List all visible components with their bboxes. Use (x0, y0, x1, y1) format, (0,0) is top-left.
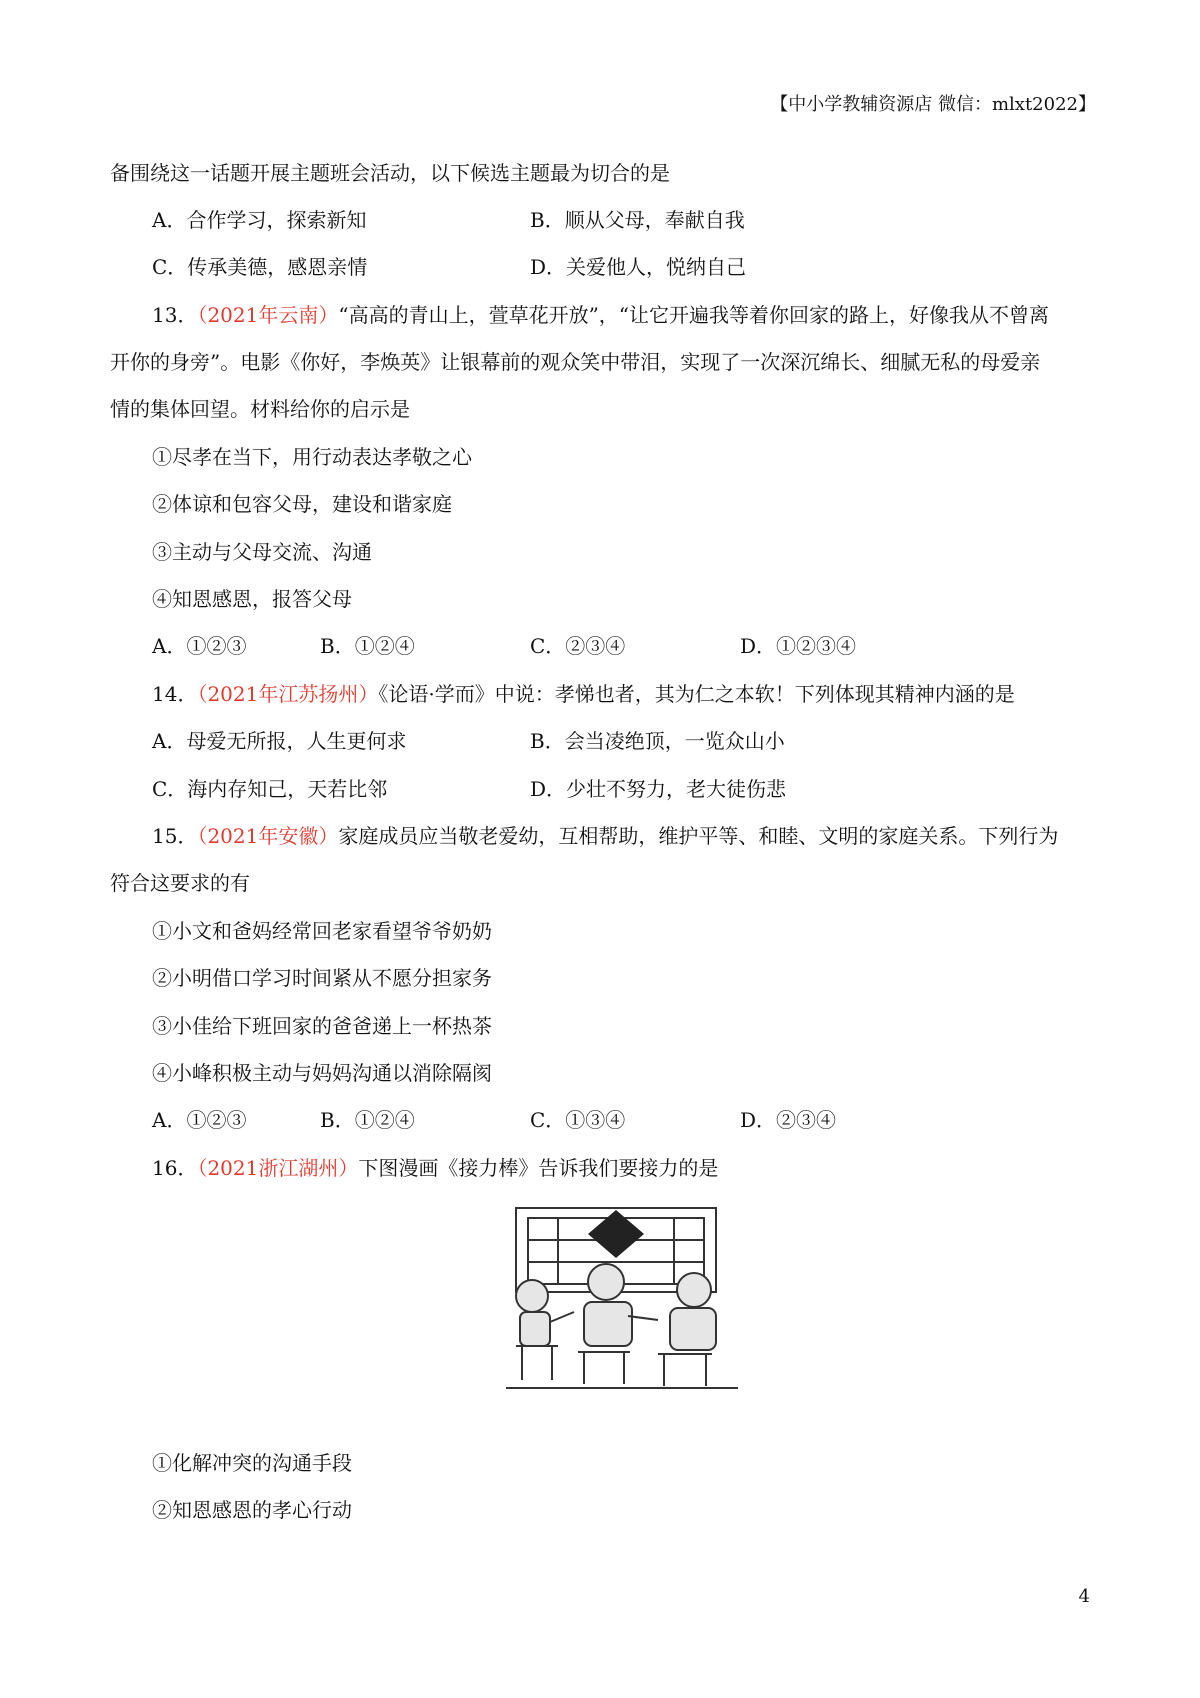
q12-option-a: A．合作学习，探索新知 (152, 208, 367, 232)
q12-option-b: B．顺从父母，奉献自我 (530, 208, 745, 232)
q12-option-c: C．传承美德，感恩亲情 (152, 255, 368, 279)
q15-stem-line-2: 符合这要求的有 (110, 871, 250, 895)
q13-option-a: A．①②③ (152, 634, 247, 658)
q14-option-d: D．少壮不努力，老大徒伤悲 (530, 777, 787, 801)
q14-source: （2021年江苏扬州） (197, 682, 379, 706)
q15-stem-text: 家庭成员应当敬老爱幼，互相帮助，维护平等、和睦、文明的家庭关系。下列行为 (338, 824, 1059, 848)
q16-number: 16． (152, 1156, 198, 1180)
q13-item-2: ②体谅和包容父母，建设和谐家庭 (152, 492, 452, 516)
q14-option-c: C．海内存知己，天若比邻 (152, 777, 388, 801)
q13-stem-line-1 (152, 299, 1049, 328)
q12-stem-continuation: 备围绕这一话题开展主题班会活动，以下候选主题最为切合的是 (110, 161, 670, 185)
q15-item-3: ③小佳给下班回家的爸爸递上一杯热茶 (152, 1014, 492, 1038)
q15-number: 15． (152, 824, 198, 848)
q14-number: 14． (152, 682, 198, 706)
q13-option-d: D．①②③④ (740, 634, 857, 658)
q13-stem-line-2: 开你的身旁”。电影《你好，李焕英》让银幕前的观众笑中带泪，实现了一次深沉绵长、细腻无私的母爱亲 (110, 350, 1041, 374)
page-number: 4 (1078, 1586, 1090, 1607)
page-header: 【中小学教辅资源店 微信：mlxt2022】 (770, 94, 1096, 115)
q15-item-2: ②小明借口学习时间紧从不愿分担家务 (152, 966, 492, 990)
q13-stem-line-3: 情的集体回望。材料给你的启示是 (110, 397, 410, 421)
q13-item-3: ③主动与父母交流、沟通 (152, 540, 372, 564)
q16-stem-text: 下图漫画《接力棒》告诉我们要接力的是 (358, 1156, 719, 1180)
q16-source: （2021浙江湖州） (197, 1156, 359, 1180)
q15-source: （2021年安徽） (197, 824, 339, 848)
q14-stem (152, 678, 1015, 707)
q15-item-4: ④小峰积极主动与妈妈沟通以消除隔阂 (152, 1061, 492, 1085)
q15-option-d: D．②③④ (740, 1108, 837, 1132)
q13-option-c: C．②③④ (530, 634, 626, 658)
q15-item-1: ①小文和爸妈经常回老家看望爷爷奶奶 (152, 919, 492, 943)
q15-option-b: B．①②④ (320, 1108, 415, 1132)
q16-stem (152, 1152, 718, 1181)
q15-option-a: A．①②③ (152, 1108, 247, 1132)
q14-option-a: A．母爱无所报，人生更何求 (152, 729, 407, 753)
q16-item-2: ②知恩感恩的孝心行动 (152, 1498, 352, 1522)
q15-stem-line-1 (152, 820, 1058, 849)
q13-item-4: ④知恩感恩，报答父母 (152, 587, 352, 611)
q16-item-1: ①化解冲突的沟通手段 (152, 1451, 352, 1475)
q13-number: 13． (152, 303, 198, 327)
q15-option-c: C．①③④ (530, 1108, 626, 1132)
q12-option-d: D．关爱他人，悦纳自己 (530, 255, 747, 279)
q14-stem-text: 《论语·学而》中说：孝悌也者，其为仁之本软！下列体现其精神内涵的是 (378, 682, 1015, 706)
q13-item-1: ①尽孝在当下，用行动表达孝敬之心 (152, 445, 472, 469)
q14-option-b: B．会当凌绝顶，一览众山小 (530, 729, 785, 753)
q13-option-b: B．①②④ (320, 634, 415, 658)
q13-source: （2021年云南） (197, 303, 339, 327)
q13-stem-text: “高高的青山上，萱草花开放”，“让它开遍我等着你回家的路上，好像我从不曾离 (338, 303, 1050, 327)
relay-baton-comic-image (498, 1204, 750, 1394)
